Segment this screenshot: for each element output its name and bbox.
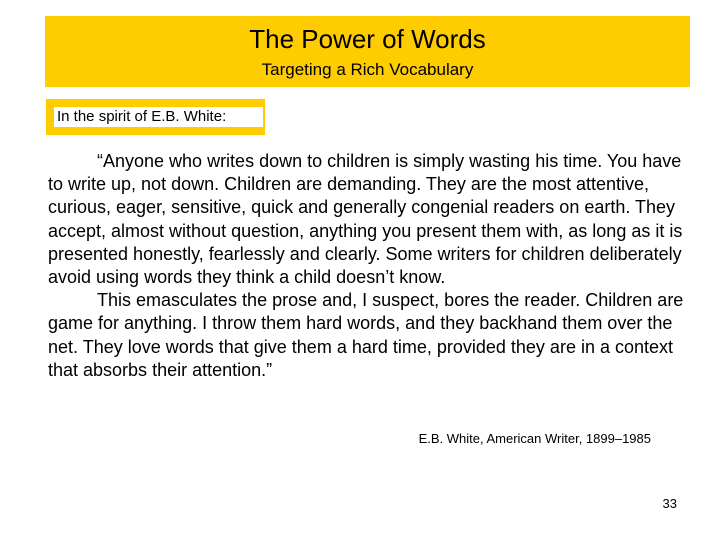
page-number: 33 <box>662 496 677 511</box>
quote-paragraph-1: “Anyone who writes down to children is simply wasting his time. You have to write up, not down. Children are demanding. They are the most attentive, curious, eager, sensitive, quick and generally congenial readers on earth. They accept, almost without question, anything you present them with, as long as it is presented honestly, fearlessly and clearly. Some writers for children deliberately avoid using words they think a child doesn’t know. <box>48 151 683 288</box>
quote-paragraph-2: This emasculates the prose and, I suspect, bores the reader. Children are game for anything. I throw them hard words, and they backhand them over the net. They love words that give them a hard time, provided they are in a context that absorbs their attention.” <box>48 290 684 380</box>
quote-attribution: E.B. White, American Writer, 1899–1985 <box>418 431 651 446</box>
spirit-label: In the spirit of E.B. White: <box>54 107 263 127</box>
quote-block <box>48 150 688 382</box>
title-banner <box>45 16 690 87</box>
slide-title: The Power of Words <box>249 24 486 54</box>
slide-subtitle: Targeting a Rich Vocabulary <box>261 60 474 79</box>
